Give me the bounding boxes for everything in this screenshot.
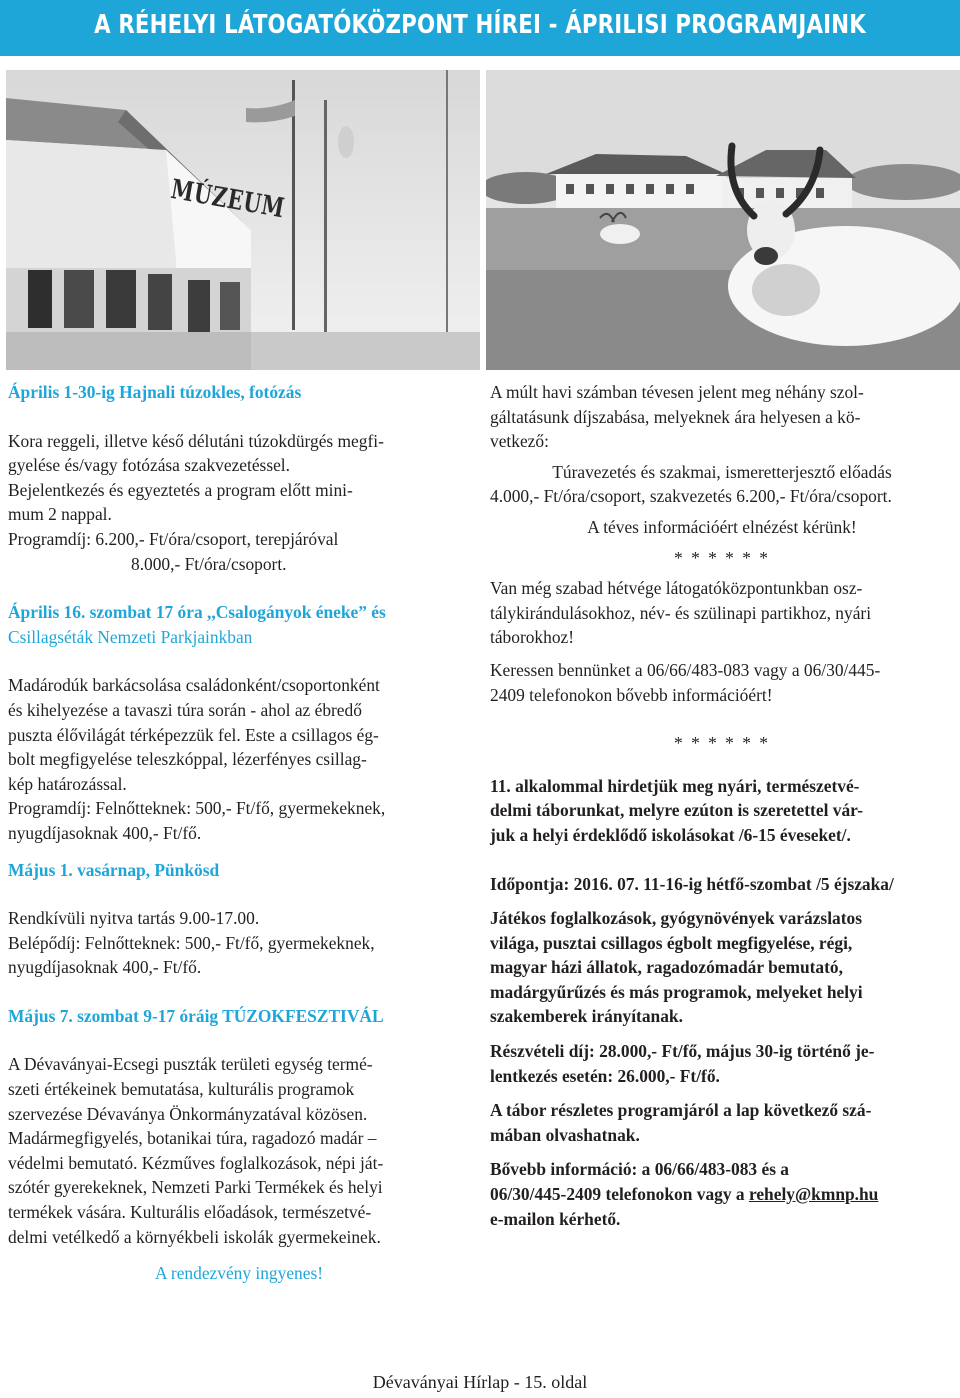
text-line: nyugdíjasoknak 400,- Ft/fő. [8,822,202,843]
text-line: mum 2 nappal. [8,504,112,525]
text-line: szótér gyerekeknek, Nemzeti Parki Termékek és helyi [8,1177,383,1198]
text-line: delmi vetélkedő a környékbeli iskolák gyermekeinek. [8,1226,381,1247]
text-line: gáltatásunk díjszabása, melyeknek ára helyesen a kö- [490,406,861,427]
text-line: és kihelyezése a tavaszi túra során - ahol az ébredő [8,699,362,720]
text-line: nyugdíjasoknak 400,- Ft/fő. [8,957,202,978]
text-line: szakemberek irányítanak. [490,1006,683,1027]
text-line: e-mailon kérhető. [490,1208,621,1229]
page-title: A RÉHELYI LÁTOGATÓKÖZPONT HÍREI - ÁPRILISI PROGRAMJAINK [94,10,866,40]
text-line: tálykirándulásokhoz, név- és szülinapi partikhoz, nyári [490,602,872,623]
text-line: lentkezés esetén: 26.000,- Ft/fő. [490,1065,720,1086]
section-title-tuzokfesztival: Május 7. szombat 9-17 óráig TÚZOKFESZTIVÁL [8,1005,384,1026]
text-line: Madármegfigyelés, botanikai túra, ragadozó madár – [8,1128,377,1149]
text-line: vetkező: [490,431,549,452]
text-line: Játékos foglalkozások, gyógynövények varázslatos [490,908,862,929]
email-link[interactable]: rehely@kmnp.hu [748,1184,879,1205]
text-line-prefix: 06/30/445-2409 telefonokon vagy a [490,1184,749,1205]
free-event-note: A rendezvény ingyenes! [154,1263,324,1284]
text-line: magyar házi állatok, ragadozómadár bemutató, [490,957,843,978]
text-line: madárgyűrűzés és más programok, melyeket helyi [490,981,863,1002]
page-footer: Dévaványai Hírlap - 15. oldal [372,1372,588,1392]
text-line: A Dévaványai-Ecsegi puszták területi egység termé- [8,1054,373,1075]
text-line: táborokhoz! [490,627,575,648]
header-banner [0,0,960,56]
text-line: bolt megfigyelése teleszkóppal, lézerfényes csillag- [8,749,367,770]
text-line: szervezése Dévaványa Önkormányzatával közösen. [8,1103,368,1124]
text-line: Bejelentkezés és egyeztetés a program előtt mini- [8,479,353,500]
text-line: 8.000,- Ft/óra/csoport. [131,553,287,574]
text-line: Kora reggeli, illetve késő délutáni túzokdürgés megfi- [8,430,384,451]
separator-stars: * * * * * * [674,733,770,754]
text-line: Rendkívüli nyitva tartás 9.00-17.00. [8,908,260,929]
text-line: gyelése és/vagy fotózása szakvezetéssel. [8,455,290,476]
text-line: 2409 telefonokon bővebb információért! [490,684,773,705]
grey-cattle-photo [486,70,960,370]
text-line [490,1182,954,1207]
section-title-csalogany: Április 16. szombat 17 óra ,,Csalogányok éneke” és [8,602,386,623]
text-line: Programdíj: 6.200,- Ft/óra/csoport, terepjáróval [8,528,339,549]
text-line: kép határozással. [8,773,127,794]
text-line: Keressen bennünket a 06/66/483-083 vagy a 06/30/445- [490,659,881,680]
text-line: Részvételi díj: 28.000,- Ft/fő, május 30-ig történő je- [490,1041,875,1062]
text-line: puszta élővilágát térképezzük fel. Este a csillagos ég- [8,724,379,745]
separator-stars: * * * * * * [674,547,770,568]
text-line: A múlt havi számban tévesen jelent meg néhány szol- [490,382,864,402]
text-line: A tábor részletes programjáról a lap következő szá- [490,1100,872,1121]
text-line: termékek vására. Kulturális előadások, természetvé- [8,1202,372,1223]
camp-dates: Időpontja: 2016. 07. 11-16-ig hétfő-szombat /5 éjszaka/ [490,873,894,894]
right-column [490,380,954,1231]
section-title-hajnali-tuzokles: Április 1-30-ig Hajnali túzokles, fotózás [8,382,302,402]
text-line: Van még szabad hétvége látogatóközpontunkban osz- [490,578,863,599]
text-line: 4.000,- Ft/óra/csoport, szakvezetés 6.200,- Ft/óra/csoport. [490,486,892,507]
section-title-pünkösd: Május 1. vasárnap, Pünkösd [8,859,220,880]
text-line: világa, pusztai csillagos égbolt megfigyelése, régi, [490,932,853,953]
text-line: Madárodúk barkácsolása családonként/csoportonként [8,675,380,696]
text-line: védelmi bemutató. Kézműves foglalkozások, népi ját- [8,1152,384,1173]
text-line: Túravezetés és szakmai, ismeretterjesztő előadás [552,461,892,482]
text-line: Bővebb információ: a 06/66/483-083 és a [490,1159,790,1180]
text-line: Belépődíj: Felnőtteknek: 500,- Ft/fő, gyermekeknek, [8,932,375,953]
section-subtitle-csillagsetak: Csillagséták Nemzeti Parkjainkban [8,626,253,647]
text-line: juk a helyi érdeklődő iskolásokat /6-15 éveseket/. [490,824,851,845]
text-line: szeti értékeinek bemutatása, kulturális programok [8,1079,355,1100]
museum-photo [6,70,480,370]
text-line: Programdíj: Felnőtteknek: 500,- Ft/fő, gyermekeknek, [8,798,386,819]
text-line: 11. alkalommal hirdetjük meg nyári, természetvé- [490,775,860,796]
text-line: delmi táborunkat, melyre ezúton is szeretettel vár- [490,800,863,821]
museum-sign: MÚZEUM [168,174,288,225]
text-line: mában olvashatnak. [490,1124,640,1145]
left-column [8,380,470,1286]
apology-note: A téves információért elnézést kérünk! [587,516,857,537]
